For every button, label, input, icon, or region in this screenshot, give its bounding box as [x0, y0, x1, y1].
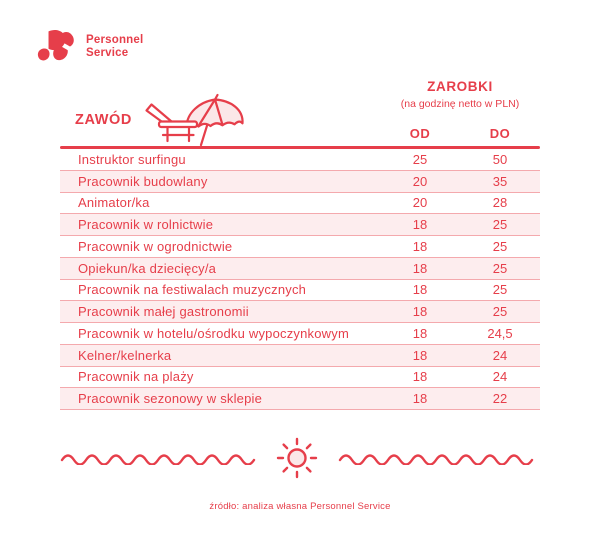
do-value: 24 [492, 369, 508, 385]
do-value: 25 [492, 304, 508, 320]
do-value: 25 [492, 238, 508, 254]
table-row [60, 236, 540, 258]
job-name: Opiekun/ka dziecięcy/a [78, 260, 217, 276]
source-note: źródło: analiza własna Personnel Service [209, 501, 391, 512]
job-name: Pracownik na festiwalach muzycznych [78, 282, 307, 298]
column-header-zawod: ZAWÓD [75, 112, 132, 128]
od-value: 18 [412, 369, 428, 385]
do-value: 50 [492, 151, 508, 167]
od-value: 18 [412, 238, 428, 254]
logo-line1: Personnel [86, 33, 144, 46]
ps-logo-icon [33, 28, 75, 65]
job-name: Kelner/kelnerka [78, 347, 172, 363]
od-value: 25 [412, 151, 428, 167]
do-value: 35 [492, 173, 508, 189]
od-value: 18 [412, 282, 428, 298]
od-value: 18 [412, 391, 428, 407]
job-name: Pracownik małej gastronomii [78, 304, 249, 320]
do-value: 28 [492, 195, 508, 211]
logo-wordmark [86, 34, 143, 60]
od-value: 20 [412, 173, 428, 189]
job-name: Instruktor surfingu [78, 151, 186, 167]
job-name: Pracownik w rolnictwie [78, 217, 214, 233]
do-value: 22 [492, 391, 508, 407]
od-value: 18 [412, 347, 428, 363]
table-row [60, 171, 540, 193]
column-header-do: DO [489, 126, 511, 141]
job-name: Pracownik budowlany [78, 173, 208, 189]
table-row [60, 258, 540, 280]
od-value: 18 [412, 217, 428, 233]
job-name: Pracownik w hotelu/ośrodku wypoczynkowym [78, 325, 349, 341]
wave-line-left-icon [60, 451, 260, 465]
table-row [60, 345, 540, 367]
do-value: 25 [492, 217, 508, 233]
table-row [60, 301, 540, 323]
job-name: Animator/ka [78, 195, 150, 211]
do-value: 25 [492, 260, 508, 276]
wave-line-right-icon [337, 451, 540, 465]
decorative-divider [60, 430, 540, 486]
column-header-od: OD [409, 126, 431, 141]
table-row [60, 193, 540, 215]
table-row [60, 388, 540, 410]
od-value: 20 [412, 195, 428, 211]
do-value: 24,5 [487, 325, 513, 341]
od-value: 18 [412, 260, 428, 276]
table-row [60, 280, 540, 302]
do-value: 24 [492, 347, 508, 363]
personnel-service-logo [33, 28, 143, 65]
beach-chair-umbrella-icon [140, 93, 254, 147]
column-header-zarobki: ZAROBKI [427, 79, 493, 94]
od-value: 18 [412, 325, 428, 341]
od-value: 18 [412, 304, 428, 320]
table-row [60, 367, 540, 389]
do-value: 25 [492, 282, 508, 298]
job-name: Pracownik na plaży [78, 369, 194, 385]
sun-icon [269, 430, 325, 486]
wage-table-body [60, 149, 540, 410]
table-row [60, 149, 540, 171]
table-row [60, 323, 540, 345]
table-row [60, 214, 540, 236]
zarobki-subtitle: (na godzinę netto w PLN) [400, 98, 520, 110]
job-name: Pracownik w ogrodnictwie [78, 238, 233, 254]
job-name: Pracownik sezonowy w sklepie [78, 391, 263, 407]
logo-line2: Service [86, 46, 129, 59]
